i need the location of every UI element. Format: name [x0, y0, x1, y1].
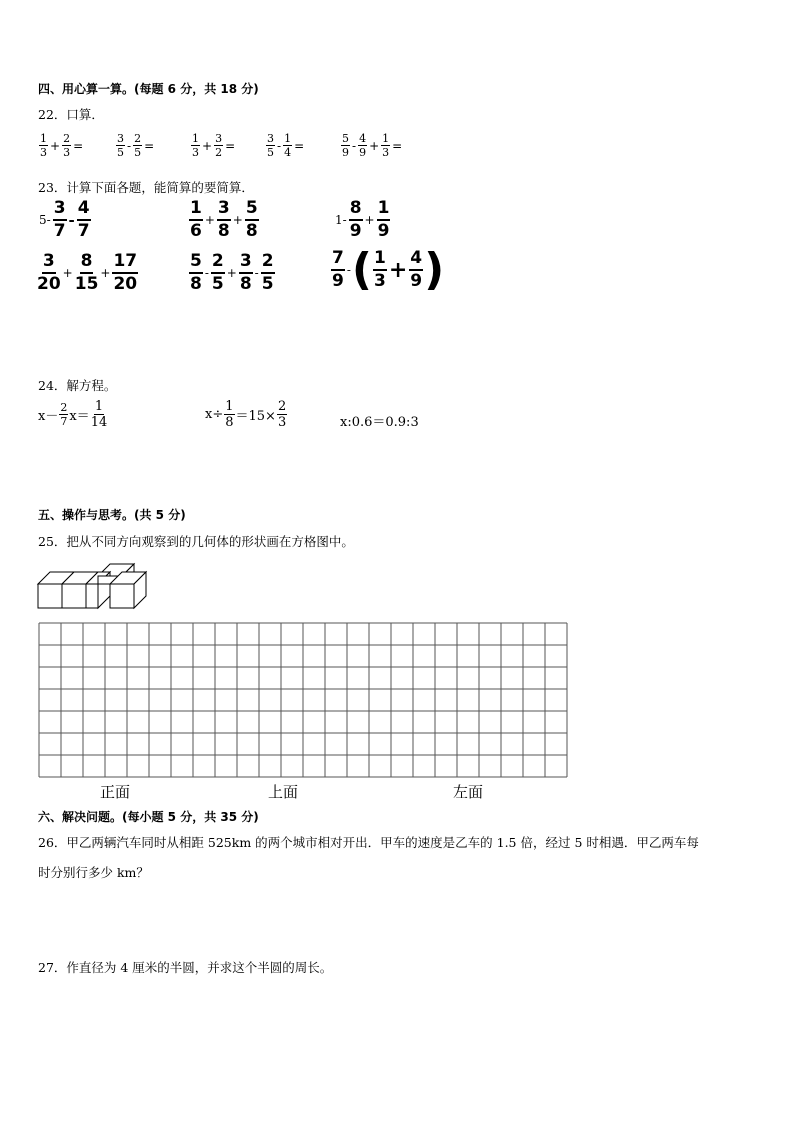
answer-grid[interactable]	[38, 622, 568, 778]
section-6-title: 六、解决问题。(每小题 5 分，共 35 分)	[38, 810, 259, 824]
cube-figure	[36, 558, 152, 610]
q22-item-1: $\frac{1}{3}$ + $\frac{2}{3}$ =	[40, 132, 84, 159]
question-26-line-1: 26．甲乙两辆汽车同时从相距 525km 的两个城市相对开出．甲车的速度是乙车的 1.5 倍，经过 5 时相遇．甲乙两车每	[38, 835, 699, 850]
q24-equation-2: x÷ $\frac{1}{8}$ ＝15× $\frac{2}{3}$	[205, 399, 287, 430]
question-22: 22．口算．	[38, 107, 104, 122]
section-4-title: 四、用心算一算。(每题 6 分，共 18 分)	[38, 82, 259, 96]
question-27: 27．作直径为 4 厘米的半圆，并求这个半圆的周长。	[38, 960, 333, 975]
q23-expr-4: 3 20 + $\frac{8}{15}$ + $\frac{17}{20}$	[37, 251, 138, 294]
q22-item-3: $\frac{1}{3}$ + $\frac{3}{2}$ =	[192, 132, 236, 159]
question-24: 24．解方程。	[38, 378, 117, 393]
q23-expr-3: 1- 8 9 + $\frac{1}{9}$	[335, 198, 390, 241]
q23-expr-6: 7 9 - ( 1 3 + $\frac{4}{9}$ )	[332, 244, 445, 295]
q22-item-2: $\frac{3}{5}$ - $\frac{2}{5}$ =	[117, 132, 155, 159]
q23-expr-5: 5 8 - 2 5 + $\frac{3}{8}$ - 2 5	[190, 251, 274, 294]
q23-expr-2: 1 6 + $\frac{3}{8}$ + $\frac{5}{8}$	[190, 198, 258, 241]
question-25: 25．把从不同方向观察到的几何体的形状画在方格图中。	[38, 534, 354, 549]
question-26-line-2: 时分别行多少 km？	[38, 865, 149, 880]
q22-item-4: $\frac{3}{5}$ - $\frac{1}{4}$ =	[267, 132, 305, 159]
section-5-title: 五、操作与思考。(共 5 分)	[38, 508, 186, 522]
grid-label-top: 上面	[268, 783, 299, 801]
q24-equation-1: x－ $\frac{2}{7}$ x＝ $\frac{1}{14}$	[38, 399, 108, 430]
grid-label-left: 左面	[453, 783, 484, 801]
q23-expr-1: 5- 3 7 - 4 7	[39, 198, 90, 241]
q22-item-5: $\frac{5}{9}$ - $\frac{4}{9}$ + $\frac{1}{3}$ =	[342, 132, 403, 159]
q24-equation-3: x:0.6＝0.9:3	[340, 415, 419, 430]
question-23: 23．计算下面各题，能简算的要简算．	[38, 180, 254, 195]
grid-label-front: 正面	[100, 783, 131, 801]
